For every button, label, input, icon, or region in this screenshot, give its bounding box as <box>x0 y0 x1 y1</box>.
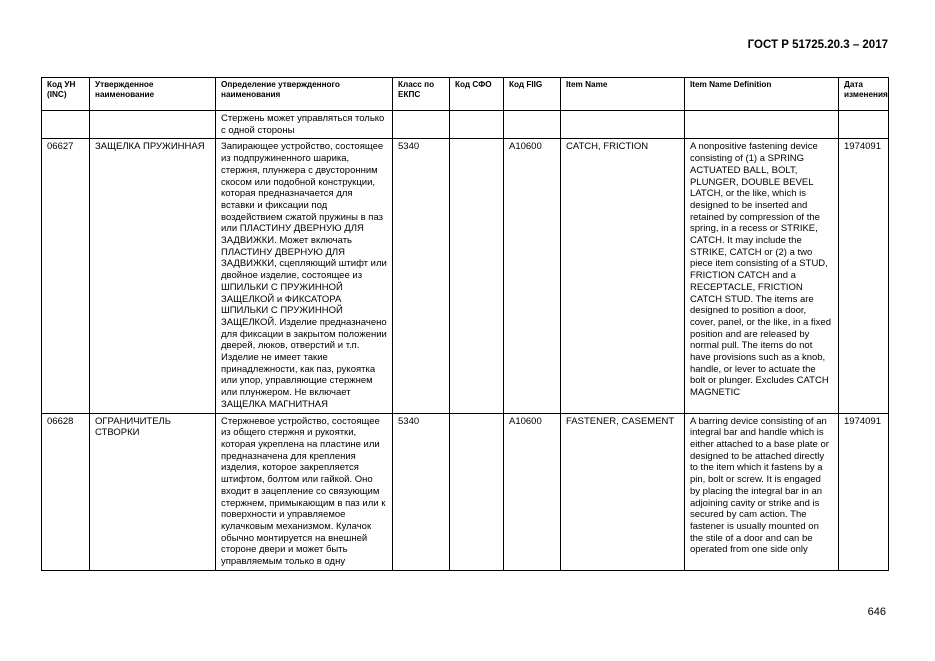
column-header: Item Name Definition <box>685 78 839 111</box>
item-definition-cell: A nonpositive fastening device consisting of (1) a SPRING ACTUATED BALL, BOLT, PLUNGER, DOUBLE BEVEL LATCH, or the like, which is designed to be inserted and retained by compression of the spring, in a recess or STRIKE, CATCH. It may include the STRIKE, CATCH or (2) a two piece item consisting of a STUD, FRICTION CATCH and a RECEPTACLE, FRICTION CATCH STUD. The items are designed to position a door, cover, panel, or the like, in a fixed position and are released by normal pull. The items do not have provisions such as a knob, handle, or lever to actuate the bolt or plunger. Excludes CATCH MAGNETIC <box>685 139 839 413</box>
date-cell: 1974091 <box>839 139 889 413</box>
name-cell: ЗАЩЕЛКА ПРУЖИННАЯ <box>90 139 216 413</box>
column-header: Дата изменения <box>839 78 889 111</box>
date-cell <box>839 111 889 139</box>
class-cell <box>393 111 450 139</box>
inc-cell: 06627 <box>42 139 90 413</box>
class-cell: 5340 <box>393 139 450 413</box>
column-header: Код УН (INC) <box>42 78 90 111</box>
page-number: 646 <box>867 606 886 618</box>
document-header: ГОСТ Р 51725.20.3 – 2017 <box>747 39 888 51</box>
table-row <box>42 139 889 413</box>
definition-cell: Стержневое устройство, состоящее из общего стержня и рукоятки, которая укреплена на пластине или предназначена для крепления изделия, которое закрепляется штифтом, болтом или гайкой. Оно входит в зацепление со связующим стержнем, примыкающим в паз или к поверхности и управляемое кулачковым механизмом. Кулачок обычно монтируется на внешней стороне двери и может быть управляемым только в одну <box>216 413 393 570</box>
name-cell: ОГРАНИЧИТЕЛЬ СТВОРКИ <box>90 413 216 570</box>
column-header: Класс по ЕКПС <box>393 78 450 111</box>
item-definition-cell: A barring device consisting of an integral bar and handle which is either attached to a base plate or designed to be attached directly to the item which it fastens by a pin, bolt or screw. It is engaged by placing the integral bar in an adjoining cavity or strike and is secured by cam action. The fastener is usually mounted on the stile of a door and can be operated from one side only <box>685 413 839 570</box>
table-row <box>42 413 889 570</box>
fiig-cell <box>504 111 561 139</box>
fiig-cell: A10600 <box>504 413 561 570</box>
table-header-row <box>42 78 889 111</box>
item-definition-cell <box>685 111 839 139</box>
catalog-table <box>41 77 889 571</box>
class-cell: 5340 <box>393 413 450 570</box>
item-name-cell: CATCH, FRICTION <box>561 139 685 413</box>
column-header: Определение утвержденного наименования <box>216 78 393 111</box>
definition-cell: Запирающее устройство, состоящее из подпружиненного шарика, стержня, плунжера с двусторонним скосом или подобной конструкции, которая предназначается для вставки и фиксации под воздействием сжатой пружины в паз или ПЛАСТИНУ ДВЕРНУЮ ДЛЯ ЗАДВИЖКИ. Может включать ПЛАСТИНУ ДВЕРНУЮ ДЛЯ ЗАДВИЖКИ, сцепляющий штифт или двойное изделие, состоящее из ШПИЛЬКИ С ПРУЖИННОЙ ЗАЩЕЛКОЙ и ФИКСАТОРА ШПИЛЬКИ С ПРУЖИННОЙ ЗАЩЕЛКОЙ. Изделие предназначено для фиксации в закрытом положении дверей, люков, отверстий и т.п. Изделие не имеет такие принадлежности, как паз, рукоятка или упор, управляющие стержнем или плунжером. Не включает ЗАЩЕЛКА МАГНИТНАЯ <box>216 139 393 413</box>
fiig-cell: A10600 <box>504 139 561 413</box>
column-header: Item Name <box>561 78 685 111</box>
definition-cell: Стержень может управляться только с одной стороны <box>216 111 393 139</box>
inc-cell: 06628 <box>42 413 90 570</box>
date-cell: 1974091 <box>839 413 889 570</box>
item-name-cell <box>561 111 685 139</box>
sfo-cell <box>450 111 504 139</box>
sfo-cell <box>450 413 504 570</box>
column-header: Утвержденное наименование <box>90 78 216 111</box>
sfo-cell <box>450 139 504 413</box>
column-header: Код СФО <box>450 78 504 111</box>
inc-cell <box>42 111 90 139</box>
column-header: Код FIIG <box>504 78 561 111</box>
name-cell <box>90 111 216 139</box>
table-row <box>42 111 889 139</box>
item-name-cell: FASTENER, CASEMENT <box>561 413 685 570</box>
